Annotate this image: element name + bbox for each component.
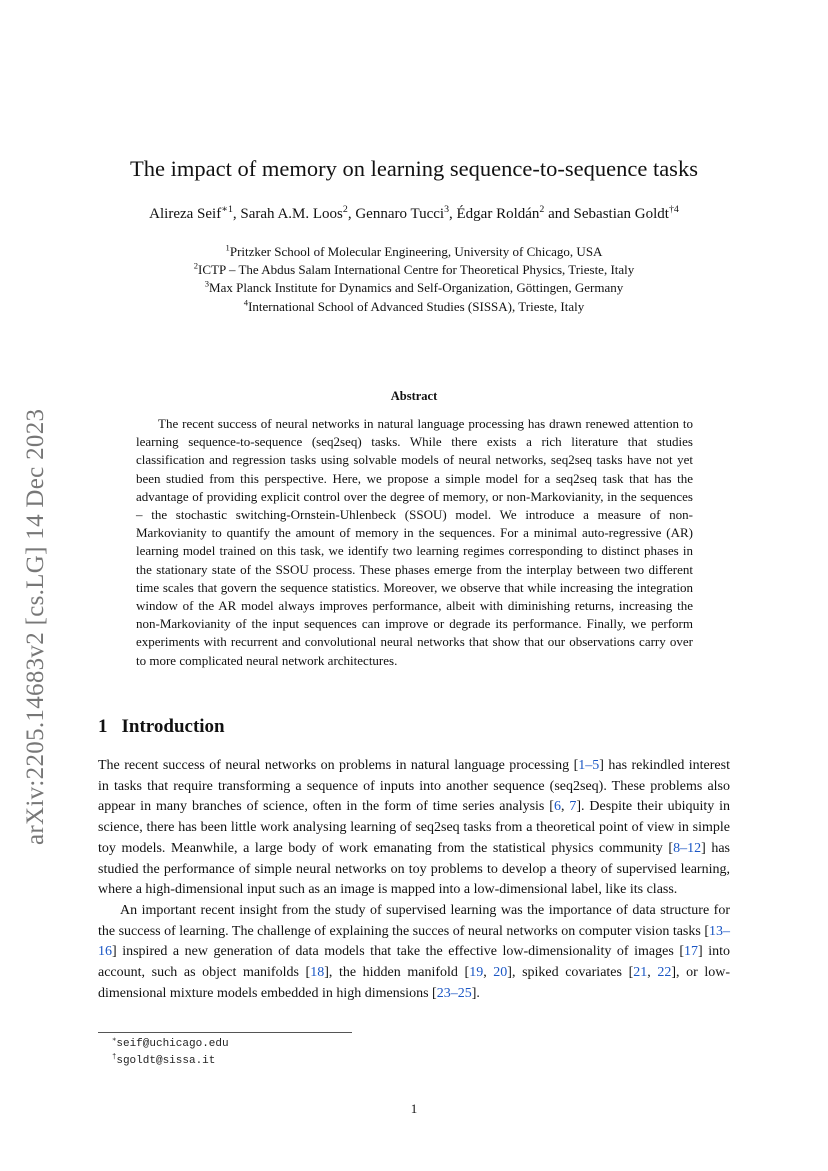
author-list: Alireza Seif$^{∗1}$, Sarah A.M. Loos$^2$, Gennaro Tucci$^3$, Édgar Roldán$^2$ and Sebastian Goldt$^{\dagger 4}$ <box>149 204 679 222</box>
body-paragraph: The recent success of neural networks on problems in natural language processing [1–5] has rekindled interest in tasks that require transforming a sequence of inputs into another sequence (seq2seq). These problems also appear in many branches of science, often in the form of time series analysis [6, 7]. Despite their ubiquity in science, there has been little work analysing learning of seq2seq tasks from a theoretical point of view in simple toy models. Meanwhile, a large body of work emanating from the statistical physics community [8–12] has studied the performance of simple neural networks on toy problems to develop a theory of supervised learning, where a high-dimensional input such as an image is mapped into a low-dimensional label, like its class. <box>98 758 731 898</box>
abstract-text: The recent success of neural networks in natural language processing has drawn renewed attention to learning sequence-to-sequence (seq2seq) tasks. While there exists a rich literature that studies classification and regression tasks using solvable models of neural networks, seq2seq tasks have not yet been studied from this perspective. Here, we propose a simple model for a seq2seq task that has the advantage of providing explicit control over the degree of memory, or non-Markovianity, in the sequences – the stochastic switching-Ornstein-Uhlenbeck (SSOU) model. We introduce a measure of non-Markovianity to quantify the amount of memory in the sequences. For a minimal auto-regressive (AR) learning model trained on this task, we identify two learning regimes corresponding to distinct phases in the stationary state of the SSOU process. These phases emerge from the interplay between two different time scales that govern the sequence statistics. Moreover, we observe that while increasing the integration window of the AR model always improves performance, albeit with diminishing returns, increasing the non-Markovianity of the input sequences can improve or degrade its performance. Finally, we perform experiments with recurrent and convolutional neural networks that show that our observations carry over to more complicated neural network architectures. <box>136 416 693 668</box>
section-number: 1 <box>98 716 108 737</box>
author-name: Sebastian Goldt <box>573 206 669 222</box>
affiliation-list <box>0 243 828 316</box>
affiliation-mark: 4 <box>243 297 249 308</box>
affiliation-line <box>0 298 828 316</box>
arxiv-identifier-stamp: arXiv:2205.14683v2 [cs.LG] 14 Dec 2023 <box>22 408 49 845</box>
citation-link[interactable]: 23–25 <box>436 985 472 1001</box>
citation-link[interactable]: 7 <box>569 799 577 815</box>
citation-link[interactable]: 19 <box>469 965 484 981</box>
author-affiliation-mark: 2 <box>539 204 545 215</box>
paper-title: The impact of memory on learning sequence-to-sequence tasks <box>130 156 698 181</box>
section-title: Introduction <box>121 716 225 737</box>
footnote-rule <box>98 1032 352 1033</box>
page-number: 1 <box>410 1101 418 1116</box>
introduction-body <box>98 756 730 1004</box>
affiliation-text: Pritzker School of Molecular Engineering, University of Chicago, USA <box>229 244 603 259</box>
affiliation-text: ICTP – The Abdus Salam International Centre for Theoretical Physics, Trieste, Italy <box>198 262 635 278</box>
body-paragraph: An important recent insight from the study of supervised learning was the importance of data structure for the success of learning. The challenge of explaining the succes of neural networks on computer vision tasks [13–16] inspired a new generation of data models that take the effective low-dimensionality of images [17] into account, such as object manifolds [18], the hidden manifold [19, 20], spiked covariates [21, 22], or low-dimensional mixture models embedded in high dimensions [23–25]. <box>98 902 731 1001</box>
affiliation-line <box>0 279 828 297</box>
author-affiliation-mark: 3 <box>444 204 450 215</box>
footnote <box>112 1036 229 1053</box>
author-name: Alireza Seif <box>149 206 222 222</box>
citation-link[interactable]: 22 <box>657 965 672 981</box>
author-affiliation-mark: †4 <box>668 204 679 215</box>
abstract-body <box>136 415 693 670</box>
citation-link[interactable]: 18 <box>310 965 325 981</box>
citation-link[interactable]: 13–16 <box>98 923 730 960</box>
author-name: Sarah A.M. Loos <box>240 206 343 222</box>
author-name: Édgar Roldán <box>456 206 540 222</box>
citation-link[interactable]: 21 <box>633 965 648 981</box>
abstract-heading: Abstract <box>390 389 438 403</box>
affiliation-line <box>0 261 828 279</box>
affiliation-line <box>0 243 828 261</box>
footnotes <box>112 1036 229 1070</box>
footnote <box>112 1053 229 1070</box>
affiliation-mark: 3 <box>204 279 210 290</box>
footnote-mark: † <box>112 1053 117 1062</box>
author-name: Gennaro Tucci <box>355 206 445 222</box>
section-heading <box>98 716 225 738</box>
citation-link[interactable]: 6 <box>553 799 561 815</box>
author-affiliation-mark: ∗1 <box>221 204 233 215</box>
footnote-mark: ∗ <box>112 1036 117 1045</box>
affiliation-text: Max Planck Institute for Dynamics and Self-Organization, Göttingen, Germany <box>209 280 624 296</box>
affiliation-mark: 1 <box>225 242 230 253</box>
citation-link[interactable]: 1–5 <box>578 758 600 773</box>
author-affiliation-mark: 2 <box>342 204 348 215</box>
affiliation-mark: 2 <box>193 260 198 271</box>
affiliation-text: International School of Advanced Studies (SISSA), Trieste, Italy <box>248 298 585 314</box>
footnote-email[interactable]: seif@uchicago.edu <box>116 1038 229 1050</box>
citation-link[interactable]: 20 <box>493 965 508 981</box>
citation-link[interactable]: 8–12 <box>673 840 702 856</box>
citation-link[interactable]: 17 <box>684 944 698 960</box>
footnote-email[interactable]: sgoldt@sissa.it <box>116 1055 216 1067</box>
